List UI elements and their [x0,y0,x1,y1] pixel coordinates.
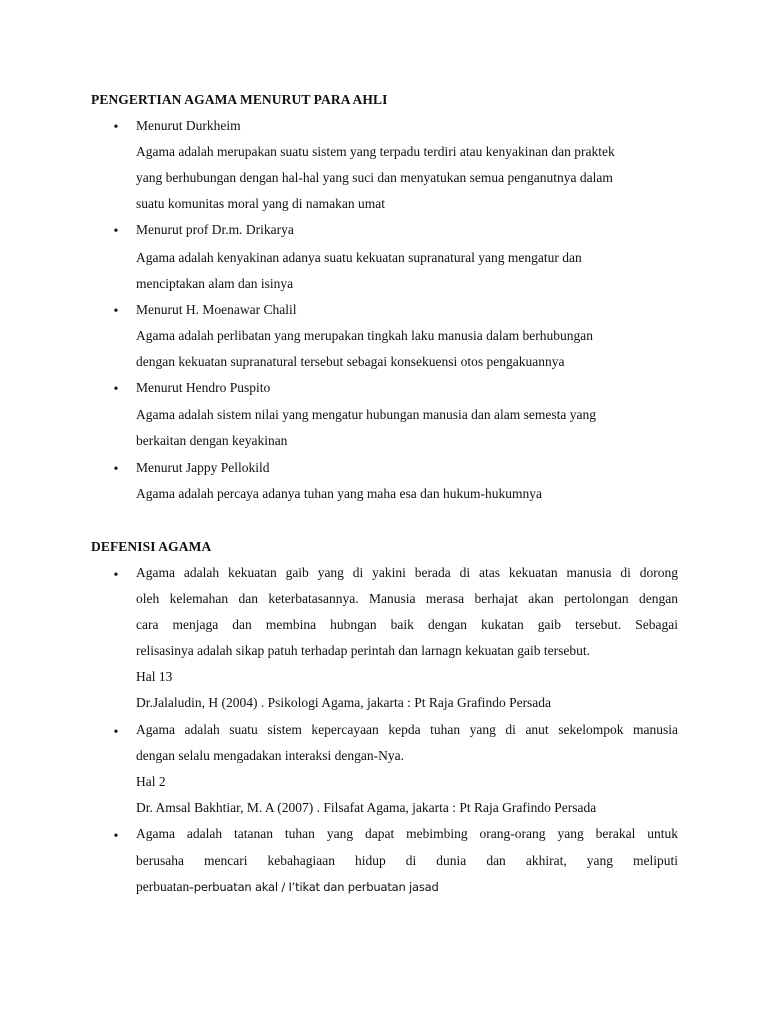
definition-line: relisasinya adalah sikap patuh terhadap perintah dan larnagn kekuatan gaib tersebut. [136,643,590,658]
bullet-icon: • [113,224,119,239]
page-reference: Hal 13 [136,669,173,684]
definition-line-part-a: perbuatan- [136,879,194,894]
source-citation: Dr. Amsal Bakhtiar, M. A (2007) . Filsafat Agama, jakarta : Pt Raja Grafindo Persada [136,800,597,815]
definition-line: Agama adalah tatanan tuhan yang dapat mebimbing orang-orang yang berakal untuk [136,826,678,841]
definition-line: berusaha mencari kebahagiaan hidup di dunia dan akhirat, yang meliputi [136,853,678,868]
bullet-icon: • [113,382,119,397]
definition-line: dengan selalu mengadakan interaksi dengan-Nya. [136,748,405,763]
definition-line: cara menjaga dan membina hubngan baik dengan kukatan gaib tersebut. Sebagai [136,617,678,632]
definition-line: Agama adalah suatu sistem kepercayaan kepda tuhan yang di anut sekelompok manusia [136,722,678,737]
bullet-icon: • [113,304,119,319]
list-item-label: Menurut H. Moenawar Chalil [136,302,297,317]
list-item-text: yang berhubungan dengan hal-hal yang suci dan menyatukan semua penganutnya dalam [136,170,613,185]
list-item-text: Agama adalah sistem nilai yang mengatur hubungan manusia dan alam semesta yang [136,407,596,422]
definition-line: Agama adalah kekuatan gaib yang di yakini berada di atas kekuatan manusia di dorong [136,565,678,580]
bullet-icon: • [113,829,119,844]
list-item-label: Menurut Jappy Pellokild [136,460,270,475]
bullet-icon: • [113,462,119,477]
bullet-icon: • [113,120,119,135]
definition-text [136,853,678,869]
definition-line: oleh kelemahan dan keterbatasannya. Manusia merasa berhajat akan pertolongan dengan [136,591,678,606]
page-reference: Hal 2 [136,774,166,789]
list-item-text: suatu komunitas moral yang di namakan umat [136,196,385,211]
section-title-defenisi: DEFENISI AGAMA [91,539,212,554]
definition-text [136,591,678,607]
list-item-text: dengan kekuatan supranatural tersebut sebagai konsekuensi otos pengakuannya [136,354,565,369]
list-item-text: Agama adalah percaya adanya tuhan yang maha esa dan hukum-hukumnya [136,486,542,501]
definition-text [136,722,678,738]
definition-text [136,826,678,842]
definition-last-line [136,879,439,895]
list-item-label: Menurut prof Dr.m. Drikarya [136,222,294,237]
definition-text [136,565,678,581]
list-item-label: Menurut Durkheim [136,118,241,133]
bullet-icon: • [113,568,119,583]
list-item-text: berkaitan dengan keyakinan [136,433,288,448]
list-item-text: Agama adalah perlibatan yang merupakan tingkah laku manusia dalam berhubungan [136,328,593,343]
list-item-text: menciptakan alam dan isinya [136,276,294,291]
section-title-pengertian: PENGERTIAN AGAMA MENURUT PARA AHLI [91,92,388,107]
definition-line-part-b: perbuatan akal / I’tikat dan perbuatan jasad [193,880,439,894]
list-item-text: Agama adalah kenyakinan adanya suatu kekuatan supranatural yang mengatur dan [136,250,582,265]
list-item-text: Agama adalah merupakan suatu sistem yang terpadu terdiri atau kenyakinan dan praktek [136,144,615,159]
bullet-icon: • [113,725,119,740]
list-item-label: Menurut Hendro Puspito [136,380,271,395]
source-citation: Dr.Jalaludin, H (2004) . Psikologi Agama, jakarta : Pt Raja Grafindo Persada [136,695,552,710]
definition-text [136,617,678,633]
